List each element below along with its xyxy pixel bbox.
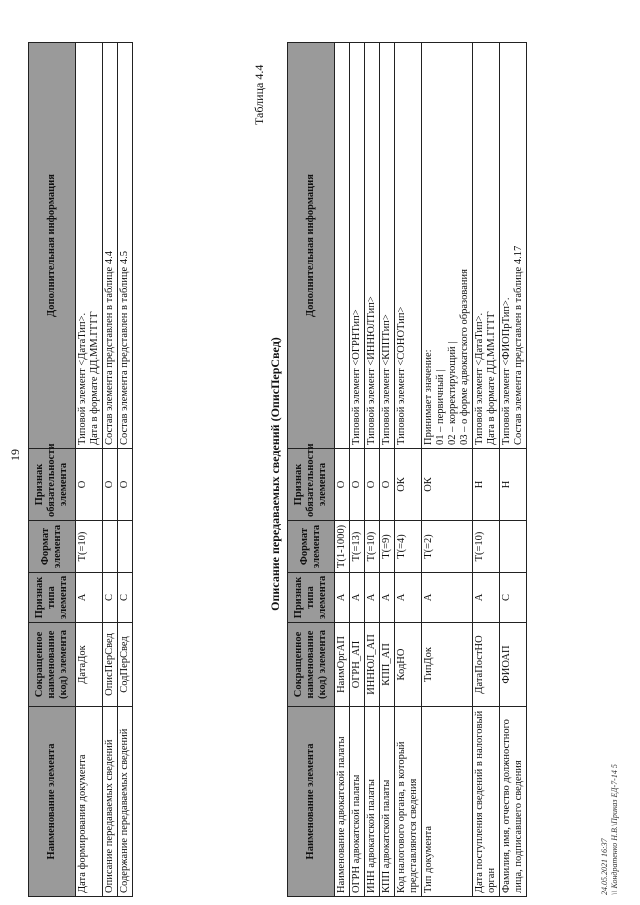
column-header: Сокращенное наименование (код) элемента bbox=[29, 623, 76, 707]
table-cell: А bbox=[473, 573, 500, 623]
table-caption: Описание передаваемых сведений (ОписПерСвед) bbox=[268, 337, 282, 611]
table-cell bbox=[103, 521, 118, 573]
table-row bbox=[380, 43, 395, 897]
table-cell: С bbox=[118, 573, 133, 623]
column-header: Сокращенное наименование (код) элемента bbox=[288, 623, 335, 707]
table-cell: Типовой элемент <ДатаТип>. Дата в формате ДД.ММ.ГГГГ bbox=[76, 43, 103, 449]
table-cell: Состав элемента представлен в таблице 4.5 bbox=[118, 43, 133, 449]
column-header: Признак типа элемента bbox=[288, 573, 335, 623]
table-row bbox=[76, 43, 103, 897]
column-header: Дополнительная информация bbox=[29, 43, 76, 449]
column-header: Дополнительная информация bbox=[288, 43, 335, 449]
table-cell: НаимОргАП bbox=[335, 623, 350, 707]
table-cell: СодПерСвед bbox=[118, 623, 133, 707]
document-stamp bbox=[600, 764, 620, 895]
page-number: 19 bbox=[8, 449, 22, 461]
table-cell: КПП_АП bbox=[380, 623, 395, 707]
table-row bbox=[118, 43, 133, 897]
table-cell: А bbox=[335, 573, 350, 623]
table-cell: ОК bbox=[422, 449, 473, 521]
table-cell: КодНО bbox=[395, 623, 422, 707]
table-cell: Дата поступления сведений в налоговый орган bbox=[473, 707, 500, 897]
table-row bbox=[335, 43, 350, 897]
column-header: Признак типа элемента bbox=[29, 573, 76, 623]
table-cell: Типовой элемент <ИННЮЛТип> bbox=[365, 43, 380, 449]
stamp-line: 24.05.2021 16:37 bbox=[600, 838, 609, 895]
table-cell: Типовой элемент <ФИОПрТип>. Состав элемента представлен в таблице 4.17 bbox=[500, 43, 527, 449]
table-cell: ОГРН_АП bbox=[350, 623, 365, 707]
table-cell: О bbox=[380, 449, 395, 521]
table-cell: T(=2) bbox=[422, 521, 473, 573]
table-cell: T(1-1000) bbox=[335, 521, 350, 573]
table-cell: А bbox=[365, 573, 380, 623]
table-cell: Дата формирования документа bbox=[76, 707, 103, 897]
stamp-line: \\ Кондратенко Н.В.\Приказ ЕД-7-14 5 bbox=[610, 764, 619, 895]
table-row bbox=[422, 43, 473, 897]
table-cell: ФИОАП bbox=[500, 623, 527, 707]
table-cell: ДатаПостНО bbox=[473, 623, 500, 707]
table-cell: ИННЮЛ_АП bbox=[365, 623, 380, 707]
column-header: Формат элемента bbox=[29, 521, 76, 573]
table-cell: О bbox=[118, 449, 133, 521]
table-cell: А bbox=[350, 573, 365, 623]
table-cell: ИНН адвокатской палаты bbox=[365, 707, 380, 897]
table-cell: T(=10) bbox=[76, 521, 103, 573]
table-cell: Код налогового органа, в который представляются сведения bbox=[395, 707, 422, 897]
table-cell: Н bbox=[500, 449, 527, 521]
column-header: Наименование элемента bbox=[288, 707, 335, 897]
table-cell bbox=[500, 521, 527, 573]
table-cell: ОК bbox=[395, 449, 422, 521]
table-cell: ДатаДок bbox=[76, 623, 103, 707]
table-cell: Тип документа bbox=[422, 707, 473, 897]
table-row bbox=[473, 43, 500, 897]
table-cell: Типовой элемент <ОГРНТип> bbox=[350, 43, 365, 449]
column-header: Формат элемента bbox=[288, 521, 335, 573]
table-cell: ОписПерСвед bbox=[103, 623, 118, 707]
table-cell: T(=10) bbox=[365, 521, 380, 573]
table-cell: О bbox=[335, 449, 350, 521]
column-header: Признак обязательности элемента bbox=[29, 449, 76, 521]
table-4-3-continuation bbox=[28, 42, 133, 897]
table-cell: T(=4) bbox=[395, 521, 422, 573]
table-cell: T(=13) bbox=[350, 521, 365, 573]
table-row bbox=[350, 43, 365, 897]
table-cell: Н bbox=[473, 449, 500, 521]
table-cell: Наименование адвокатской палаты bbox=[335, 707, 350, 897]
table-cell: О bbox=[76, 449, 103, 521]
table-title: Таблица 4.4 bbox=[252, 64, 266, 125]
table-cell: ТипДок bbox=[422, 623, 473, 707]
table-cell: T(=10) bbox=[473, 521, 500, 573]
table-cell: А bbox=[422, 573, 473, 623]
table-cell: С bbox=[500, 573, 527, 623]
table-row bbox=[395, 43, 422, 897]
column-header: Наименование элемента bbox=[29, 707, 76, 897]
table-cell: Описание передаваемых сведений bbox=[103, 707, 118, 897]
table-cell: А bbox=[380, 573, 395, 623]
table-cell: ОГРН адвокатской палаты bbox=[350, 707, 365, 897]
table-cell: С bbox=[103, 573, 118, 623]
table-cell bbox=[118, 521, 133, 573]
table-cell bbox=[335, 43, 350, 449]
table-cell: Типовой элемент <ДатаТип>. Дата в формате ДД.ММ.ГГГГ bbox=[473, 43, 500, 449]
table-cell: Состав элемента представлен в таблице 4.4 bbox=[103, 43, 118, 449]
table-cell: Типовой элемент <СОНОТип> bbox=[395, 43, 422, 449]
table-cell: А bbox=[395, 573, 422, 623]
table-cell: Принимает значение: 01 – первичный | 02 – корректирующий | 03 – о форме адвокатского образования bbox=[422, 43, 473, 449]
header-row bbox=[288, 43, 335, 897]
table-cell: Содержание передаваемых сведений bbox=[118, 707, 133, 897]
table-row bbox=[103, 43, 118, 897]
table-row bbox=[365, 43, 380, 897]
table-cell: О bbox=[103, 449, 118, 521]
table-cell: О bbox=[365, 449, 380, 521]
column-header: Признак обязательности элемента bbox=[288, 449, 335, 521]
header-row bbox=[29, 43, 76, 897]
table-cell: А bbox=[76, 573, 103, 623]
table-cell: КПП адвокатской палаты bbox=[380, 707, 395, 897]
table-cell: Фамилия, имя, отчество должностного лица, подписавшего сведения bbox=[500, 707, 527, 897]
table-4-4 bbox=[287, 42, 527, 897]
table-cell: Типовой элемент <КППТип> bbox=[380, 43, 395, 449]
table-cell: О bbox=[350, 449, 365, 521]
table-row bbox=[500, 43, 527, 897]
table-cell: T(=9) bbox=[380, 521, 395, 573]
